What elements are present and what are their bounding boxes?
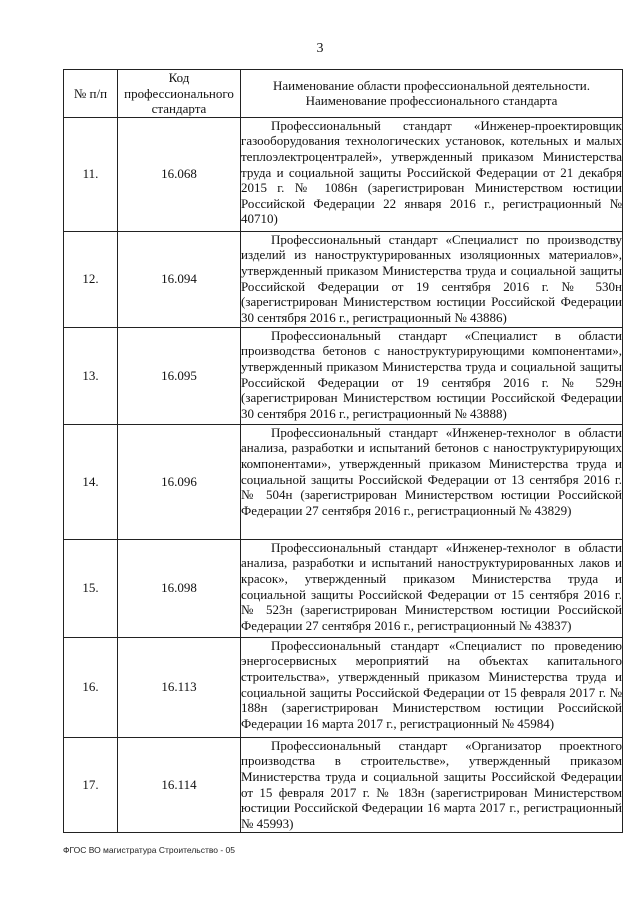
standard-description — [241, 424, 623, 539]
header-name-line2: Наименование профессионального стандарта — [305, 93, 558, 109]
standard-code: 16.094 — [118, 231, 241, 327]
row-number: 15. — [64, 539, 118, 637]
table-row — [64, 231, 623, 327]
row-number: 13. — [64, 327, 118, 424]
table-row — [64, 737, 623, 832]
row-number: 14. — [64, 424, 118, 539]
row-number: 17. — [64, 737, 118, 832]
standard-description-text: Профессиональный стандарт «Инженер-проектировщик газооборудования технологических установок, котельных и малых теплоэлектроцентралей», утвержденный приказом Министерства труда и социальной защиты Российской Федерации от 21 декабря 2015 г. № 1086н (зарегистрирован Министерством юстиции Российской Федерации 22 января 2016 г., регистрационный № 40710) — [241, 117, 622, 227]
table-row — [64, 327, 623, 424]
professional-standards-table — [63, 69, 623, 833]
page-number: 3 — [316, 41, 324, 56]
standard-code: 16.113 — [118, 637, 241, 737]
standard-description-text: Профессиональный стандарт «Инженер-технолог в области анализа, разработки и испытаний наноструктурированных лаков и красок», утвержденный приказом Министерства труда и социальной защиты Российской Федерации от 15 сентября 2016 г. № 523н (зарегистрирован Министерством юстиции Российской Федерации 27 сентября 2016 г., регистрационный № 43837) — [241, 539, 622, 633]
table-row — [64, 637, 623, 737]
table-row — [64, 117, 623, 231]
table-row — [64, 424, 623, 539]
row-number: 16. — [64, 637, 118, 737]
standard-description — [241, 231, 623, 327]
standard-code: 16.068 — [118, 117, 241, 231]
header-num: № п/п — [64, 70, 118, 118]
standard-code: 16.095 — [118, 327, 241, 424]
table-header-row — [64, 70, 623, 118]
standard-description — [241, 327, 623, 424]
document-footer: ФГОС ВО магистратура Строительство - 05 — [63, 845, 236, 855]
row-number: 11. — [64, 117, 118, 231]
standard-description-text: Профессиональный стандарт «Организатор проектного производства в строительстве», утвержденный приказом Министерства труда и социальной защиты Российской Федерации от 15 февраля 2017 г. № 183н (зарегистрирован Министерством юстиции Российской Федерации 16 марта 2017 г., регистрационный № 45993) — [241, 737, 622, 831]
table-row — [64, 539, 623, 637]
header-name — [241, 70, 623, 118]
standard-description-text: Профессиональный стандарт «Специалист по производству изделий из наноструктурированных изоляционных материалов», утвержденный приказом Министерства труда и социальной защиты Российской Федерации от 19 сентября 2016 г. № 530н (зарегистрирован Министерством юстиции Российской Федерации 30 сентября 2016 г., регистрационный № 43886) — [241, 231, 622, 325]
standard-code: 16.114 — [118, 737, 241, 832]
standard-description-text: Профессиональный стандарт «Специалист в области производства бетонов с наноструктурирующими компонентами», утвержденный приказом Министерства труда и социальной защиты Российской Федерации от 19 сентября 2016 г. № 529н (зарегистрирован Министерством юстиции Российской Федерации 30 сентября 2016 г., регистрационный № 43888) — [241, 327, 622, 421]
standard-description — [241, 117, 623, 231]
standard-description — [241, 737, 623, 832]
standard-description-text: Профессиональный стандарт «Специалист по проведению энергосервисных мероприятий на объектах капитального строительства», утвержденный приказом Министерства труда и социальной защиты Российской Федерации от 15 февраля 2017 г. № 188н (зарегистрирован Министерством юстиции Российской Федерации 16 марта 2017 г., регистрационный № 45984) — [241, 637, 622, 731]
standard-code: 16.096 — [118, 424, 241, 539]
standard-description-text: Профессиональный стандарт «Инженер-технолог в области анализа, разработки и испытаний бетонов с наноструктурирующих компонентами», утвержденный приказом Министерства труда и социальной защиты Российской Федерации от 13 сентября 2016 г. № 504н (зарегистрирован Министерством юстиции Российской Федерации 27 сентября 2016 г., регистрационный № 43829) — [241, 424, 622, 518]
standard-description — [241, 539, 623, 637]
standard-description — [241, 637, 623, 737]
standard-code: 16.098 — [118, 539, 241, 637]
header-name-line1: Наименование области профессиональной деятельности. — [272, 77, 590, 93]
header-code: Код профессионального стандарта — [118, 70, 241, 118]
row-number: 12. — [64, 231, 118, 327]
